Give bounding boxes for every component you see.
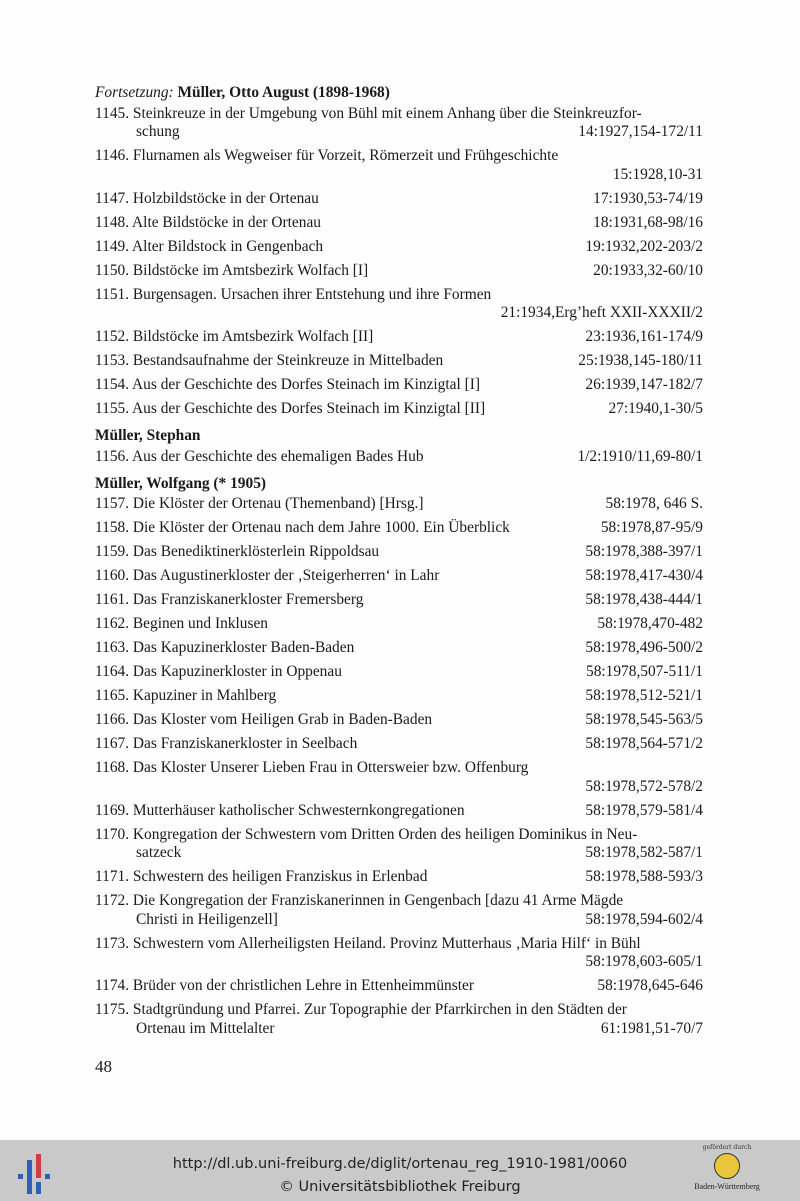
- entry-line: [95, 214, 703, 233]
- author-name: Müller, Wolfgang (* 1905): [95, 474, 267, 492]
- bibliography-entry: [95, 759, 703, 796]
- entry-reference: 25:1938,145-180/11: [578, 352, 703, 369]
- entry-title-text: 1147. Holzbildstöcke in der Ortenau: [95, 189, 319, 207]
- entry-title-text: 1167. Das Franziskanerkloster in Seelbach: [95, 735, 358, 752]
- entry-line: [95, 567, 703, 586]
- entry-reference: 58:1978,417-430/4: [585, 567, 703, 584]
- entry-reference: 58:1978,645-646: [597, 977, 703, 994]
- entry-line: [95, 1020, 703, 1039]
- entry-line: [95, 238, 703, 257]
- bibliography-entry: [95, 262, 703, 281]
- entry-title-text: 1151. Burgensagen. Ursachen ihrer Entstehung und ihre Formen: [95, 285, 492, 303]
- entry-title-text: 1157. Die Klöster der Ortenau (Themenband) [Hrsg.]: [95, 495, 424, 512]
- section-heading: [95, 81, 703, 105]
- baden-wuerttemberg-crest-icon: [714, 1153, 740, 1179]
- entry-line: [95, 802, 703, 821]
- entry-line: [95, 591, 703, 610]
- entry-title-text: 1156. Aus der Geschichte des ehemaligen Bades Hub: [95, 447, 424, 465]
- entry-title-text: 1154. Aus der Geschichte des Dorfes Steinach im Kinzigtal [I]: [95, 376, 480, 393]
- funder-label: gefördert durch: [702, 1144, 752, 1151]
- entry-line: [95, 105, 703, 124]
- entry-line: [95, 977, 703, 996]
- bibliography-entry: [95, 711, 703, 730]
- entry-reference-line: [95, 778, 703, 797]
- entry-reference: 58:1978,603-605/1: [585, 953, 703, 970]
- bibliography-entry: [95, 591, 703, 610]
- entry-reference: 58:1978,438-444/1: [585, 591, 703, 608]
- entry-reference: 18:1931,68-98/16: [593, 213, 703, 231]
- entry-reference: 27:1940,1-30/5: [608, 400, 703, 417]
- entry-title-text: Ortenau im Mittelalter: [136, 1019, 275, 1037]
- entry-line: [95, 262, 703, 281]
- bibliography-entry: [95, 328, 703, 347]
- entry-line: [95, 826, 703, 845]
- bibliography-entry: [95, 663, 703, 682]
- entry-reference: 58:1978,582-587/1: [585, 844, 703, 861]
- bibliography-entry: [95, 935, 703, 972]
- entry-title-text: 1160. Das Augustinerkloster der ‚Steigerherren‘ in Lahr: [95, 567, 440, 584]
- entry-reference: 26:1939,147-182/7: [585, 376, 703, 393]
- bibliography-entry: [95, 147, 703, 184]
- entry-line: [95, 147, 703, 166]
- entry-reference: 58:1978,572-578/2: [585, 777, 703, 795]
- entry-reference-line: [95, 953, 703, 972]
- author-name: Müller, Stephan: [95, 427, 201, 444]
- author-name: Müller, Otto August (1898-1968): [177, 84, 390, 101]
- bibliography-entry: [95, 190, 703, 209]
- entry-title-text: 1150. Bildstöcke im Amtsbezirk Wolfach [I]: [95, 261, 369, 279]
- section-heading: [95, 472, 703, 496]
- bibliography-entry: [95, 286, 703, 323]
- entry-line: [95, 400, 703, 419]
- entry-reference: 58:1978,470-482: [597, 615, 703, 632]
- entry-line: [95, 735, 703, 754]
- entry-title-text: 1152. Bildstöcke im Amtsbezirk Wolfach [II]: [95, 328, 374, 345]
- entry-title-text: 1172. Die Kongregation der Franziskanerinnen in Gengenbach [dazu 41 Arme Mägde: [95, 892, 624, 909]
- entry-line: [95, 687, 703, 706]
- entry-line: [95, 759, 703, 778]
- entry-line: [95, 1001, 703, 1020]
- copyright-text: © Universitätsbibliothek Freiburg: [279, 1179, 521, 1195]
- entry-reference: 17:1930,53-74/19: [593, 189, 703, 207]
- entry-reference: 61:1981,51-70/7: [600, 1019, 703, 1037]
- entry-reference-line: [95, 166, 703, 185]
- bibliography-entry: [95, 214, 703, 233]
- entry-reference-line: [95, 304, 703, 323]
- entry-title-text: 1170. Kongregation der Schwestern vom Dritten Orden des heiligen Dominikus in Neu-: [95, 825, 638, 843]
- entry-title-text: 1158. Die Klöster der Ortenau nach dem Jahre 1000. Ein Überblick: [95, 519, 510, 536]
- entry-reference: 58:1978,545-563/5: [585, 711, 703, 728]
- entry-reference: 19:1932,202-203/2: [585, 237, 703, 255]
- entry-line: [95, 328, 703, 347]
- bibliography-entry: [95, 567, 703, 586]
- entry-line: [95, 448, 703, 467]
- entry-line: [95, 615, 703, 634]
- bibliography-entry: [95, 868, 703, 887]
- entry-title-text: 1164. Das Kapuzinerkloster in Oppenau: [95, 663, 342, 680]
- entry-title-text: satzeck: [136, 844, 182, 861]
- continuation-label: Fortsetzung:: [95, 84, 174, 101]
- footer-bar: [0, 1140, 800, 1201]
- bibliography-entry: [95, 448, 703, 467]
- bibliography-entry: [95, 802, 703, 821]
- funder-badge: [692, 1144, 762, 1191]
- entry-reference: 1/2:1910/11,69-80/1: [577, 447, 703, 465]
- entry-reference: 58:1978,496-500/2: [585, 639, 703, 656]
- funder-name: Baden-Württemberg: [694, 1182, 760, 1191]
- entry-reference: 58:1978,564-571/2: [585, 735, 703, 752]
- bibliography-entry: [95, 105, 703, 142]
- entry-reference: 58:1978,512-521/1: [585, 687, 703, 704]
- entry-line: [95, 286, 703, 305]
- bibliography-entry: [95, 639, 703, 658]
- entry-line: [95, 911, 703, 930]
- bibliography-entry: [95, 376, 703, 395]
- entry-reference: 58:1978,594-602/4: [585, 910, 703, 928]
- entry-reference: 58:1978,579-581/4: [585, 801, 703, 819]
- bibliography-entry: [95, 495, 703, 514]
- entry-reference: 21:1934,Erg’heft XXII-XXXII/2: [500, 304, 703, 321]
- entry-title-text: 1175. Stadtgründung und Pfarrei. Zur Topographie der Pfarrkirchen in den Städten der: [95, 1001, 627, 1018]
- entry-title-text: 1148. Alte Bildstöcke in der Ortenau: [95, 213, 321, 231]
- entry-title-text: 1163. Das Kapuzinerkloster Baden-Baden: [95, 639, 355, 656]
- entry-title-text: 1171. Schwestern des heiligen Franziskus in Erlenbad: [95, 868, 428, 885]
- entry-title-text: 1155. Aus der Geschichte des Dorfes Steinach im Kinzigtal [II]: [95, 400, 486, 417]
- entry-reference: 23:1936,161-174/9: [585, 328, 703, 345]
- entry-reference: 58:1978,507-511/1: [586, 663, 703, 680]
- entry-title-text: 1173. Schwestern vom Allerheiligsten Heiland. Provinz Mutterhaus ‚Maria Hilf‘ in Bühl: [95, 934, 641, 952]
- entry-reference: 58:1978,388-397/1: [585, 543, 703, 560]
- entry-title-text: Christi in Heiligenzell]: [136, 910, 278, 928]
- source-url-link[interactable]: http://dl.ub.uni-freiburg.de/diglit/ortenau_reg_1910-1981/0060: [172, 1156, 628, 1172]
- bibliography-entry: [95, 977, 703, 996]
- entry-reference: 20:1933,32-60/10: [593, 261, 703, 279]
- bibliography-entry: [95, 352, 703, 371]
- entry-title-text: 1161. Das Franziskanerkloster Fremersberg: [95, 591, 364, 608]
- entry-reference: 15:1928,10-31: [612, 165, 703, 183]
- entry-title-text: 1174. Brüder von der christlichen Lehre in Ettenheimmünster: [95, 977, 474, 994]
- entry-title-text: 1159. Das Benediktinerklösterlein Rippoldsau: [95, 543, 380, 560]
- entry-line: [95, 711, 703, 730]
- bibliography-entry: [95, 519, 703, 538]
- entry-line: [95, 935, 703, 954]
- bibliography-entry: [95, 1001, 703, 1038]
- entry-line: [95, 376, 703, 395]
- entry-line: [95, 190, 703, 209]
- entry-reference: 58:1978, 646 S.: [605, 495, 703, 512]
- entry-title-text: 1169. Mutterhäuser katholischer Schwesternkongregationen: [95, 801, 465, 819]
- entry-title-text: 1166. Das Kloster vom Heiligen Grab in Baden-Baden: [95, 711, 433, 728]
- bibliography-entry: [95, 735, 703, 754]
- entry-line: [95, 639, 703, 658]
- entry-line: [95, 868, 703, 887]
- entry-line: [95, 663, 703, 682]
- entry-title-text: 1146. Flurnamen als Wegweiser für Vorzeit, Römerzeit und Frühgeschichte: [95, 147, 559, 164]
- bibliography-entry: [95, 400, 703, 419]
- entry-line: [95, 892, 703, 911]
- bibliography-entry: [95, 687, 703, 706]
- entry-title-text: 1168. Das Kloster Unserer Lieben Frau in Ottersweier bzw. Offenburg: [95, 759, 529, 776]
- entry-reference: 58:1978,87-95/9: [600, 519, 703, 536]
- entry-title-text: 1165. Kapuziner in Mahlberg: [95, 687, 277, 704]
- entry-title-text: 1162. Beginen und Inklusen: [95, 615, 268, 632]
- entry-reference: 14:1927,154-172/11: [578, 123, 703, 140]
- bibliography-entry: [95, 892, 703, 929]
- bibliography-entry: [95, 238, 703, 257]
- entry-title-text: 1153. Bestandsaufnahme der Steinkreuze in Mittelbaden: [95, 352, 444, 369]
- entry-line: [95, 495, 703, 514]
- entry-title-text: 1145. Steinkreuze in der Umgebung von Bühl mit einem Anhang über die Steinkreuzfor-: [95, 104, 642, 122]
- bibliography-entry: [95, 826, 703, 863]
- entry-line: [95, 123, 703, 142]
- bibliography-entry: [95, 615, 703, 634]
- bibliography-entry: [95, 543, 703, 562]
- entry-title-text: schung: [136, 123, 180, 140]
- entry-line: [95, 352, 703, 371]
- entry-reference: 58:1978,588-593/3: [585, 868, 703, 885]
- bibliography-list: [95, 81, 703, 1044]
- entry-line: [95, 543, 703, 562]
- entry-title-text: 1149. Alter Bildstock in Gengenbach: [95, 237, 324, 255]
- entry-line: [95, 519, 703, 538]
- entry-line: [95, 844, 703, 863]
- page-number: 48: [95, 1057, 112, 1076]
- section-heading: [95, 424, 703, 448]
